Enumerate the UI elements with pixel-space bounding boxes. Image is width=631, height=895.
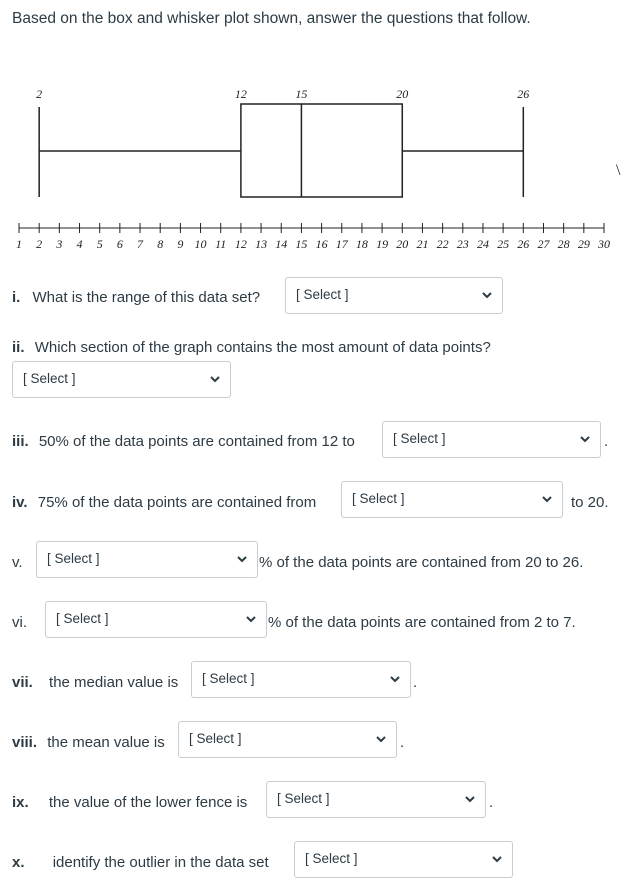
axis-tick-label: 15 [295, 237, 308, 251]
question-1-number: i. [12, 289, 21, 306]
mean-select[interactable]: [ Select ] [178, 721, 397, 758]
top-label: 2 [36, 87, 43, 101]
question-3-number: iii. [12, 433, 29, 450]
iqr-box [241, 104, 402, 197]
question-8-number: viii. [12, 734, 38, 751]
question-9-end: . [489, 794, 494, 811]
axis-tick-label: 21 [416, 237, 429, 251]
chevron-down-icon [235, 552, 249, 566]
axis-tick-label: 18 [355, 237, 368, 251]
axis-tick-label: 28 [557, 237, 570, 251]
axis-tick-label: 1 [16, 237, 22, 251]
top-label: 20 [396, 87, 409, 101]
question-7 [12, 674, 178, 691]
chevron-down-icon [244, 612, 258, 626]
section-select[interactable]: [ Select ] [12, 361, 231, 398]
axis-tick-label: 9 [177, 237, 184, 251]
lower-fence-select[interactable]: [ Select ] [266, 781, 486, 818]
axis-tick-label: 8 [157, 237, 164, 251]
chevron-down-icon [578, 432, 592, 446]
percent-2-to-7-select[interactable]: [ Select ] [45, 601, 267, 638]
axis-tick-label: 2 [36, 237, 43, 251]
chevron-down-icon [463, 792, 477, 806]
question-6-number: vi. [12, 614, 27, 631]
outlier-select[interactable]: [ Select ] [294, 841, 513, 878]
chevron-down-icon [374, 732, 388, 746]
median-select[interactable]: [ Select ] [191, 661, 411, 698]
question-6-text: % of the data points are contained from 2 to 7. [268, 614, 576, 631]
axis-tick-label: 23 [456, 237, 469, 251]
axis-tick-label: 7 [137, 237, 144, 251]
fifty-percent-upper-select[interactable]: [ Select ] [382, 421, 601, 458]
question-4-text: 75% of the data points are contained from [37, 494, 317, 511]
axis-tick-label: 20 [396, 237, 409, 251]
axis-tick-label: 12 [234, 237, 247, 251]
question-8-end: . [400, 734, 405, 751]
axis-tick-label: 25 [497, 237, 510, 251]
top-label: 12 [234, 87, 247, 101]
axis-tick-label: 26 [517, 237, 530, 251]
question-2 [12, 339, 491, 356]
stray-mark: \ [616, 162, 621, 179]
axis-tick-label: 30 [598, 237, 610, 251]
question-10 [12, 854, 269, 871]
axis-tick-label: 16 [315, 237, 328, 251]
question-5-number: v. [12, 554, 23, 571]
question-5-text: % of the data points are contained from 20 to 26. [259, 554, 584, 571]
axis-tick-label: 5 [96, 237, 103, 251]
question-8 [12, 734, 165, 751]
chevron-down-icon [208, 372, 222, 386]
axis-tick-label: 27 [537, 237, 550, 251]
axis-tick-label: 14 [275, 237, 288, 251]
top-label: 26 [517, 87, 530, 101]
question-3 [12, 433, 355, 450]
question-3-text: 50% of the data points are contained from 12 to [38, 433, 355, 450]
question-7-end: . [413, 674, 418, 691]
percent-20-to-26-select[interactable]: [ Select ] [36, 541, 258, 578]
seventy-five-percent-lower-select[interactable]: [ Select ] [341, 481, 563, 518]
chevron-down-icon [388, 672, 402, 686]
axis-tick-label: 19 [376, 237, 389, 251]
axis-tick-label: 4 [76, 237, 83, 251]
question-9 [12, 794, 247, 811]
axis-tick-label: 3 [56, 237, 63, 251]
box-whisker-plot [0, 80, 631, 260]
question-1-text: What is the range of this data set? [32, 289, 261, 306]
question-2-number: ii. [12, 339, 25, 356]
chevron-down-icon [490, 852, 504, 866]
range-select[interactable]: [ Select ] [285, 277, 503, 314]
top-label: 15 [295, 87, 308, 101]
chevron-down-icon [480, 288, 494, 302]
question-7-number: vii. [12, 674, 33, 691]
axis-tick-label: 24 [476, 237, 489, 251]
question-1 [12, 289, 260, 306]
question-4-end: to 20. [571, 494, 609, 511]
question-7-text: the median value is [49, 674, 179, 691]
question-2-text: Which section of the graph contains the most amount of data points? [34, 339, 491, 356]
axis-tick-label: 13 [255, 237, 268, 251]
question-4-number: iv. [12, 494, 28, 511]
axis-tick-label: 10 [194, 237, 207, 251]
question-8-text: the mean value is [47, 734, 165, 751]
question-3-end: . [604, 433, 609, 450]
question-4 [12, 494, 316, 511]
axis-tick-label: 22 [436, 237, 449, 251]
axis-tick-label: 29 [577, 237, 590, 251]
axis-tick-label: 6 [116, 237, 123, 251]
question-9-text: the value of the lower fence is [48, 794, 248, 811]
chevron-down-icon [540, 492, 554, 506]
question-10-number: x. [12, 854, 25, 871]
question-10-text: identify the outlier in the data set [52, 854, 269, 871]
axis-tick-label: 17 [335, 237, 348, 251]
question-9-number: ix. [12, 794, 29, 811]
axis-tick-label: 11 [215, 237, 227, 251]
intro-text: Based on the box and whisker plot shown, answer the questions that follow. [12, 10, 531, 27]
